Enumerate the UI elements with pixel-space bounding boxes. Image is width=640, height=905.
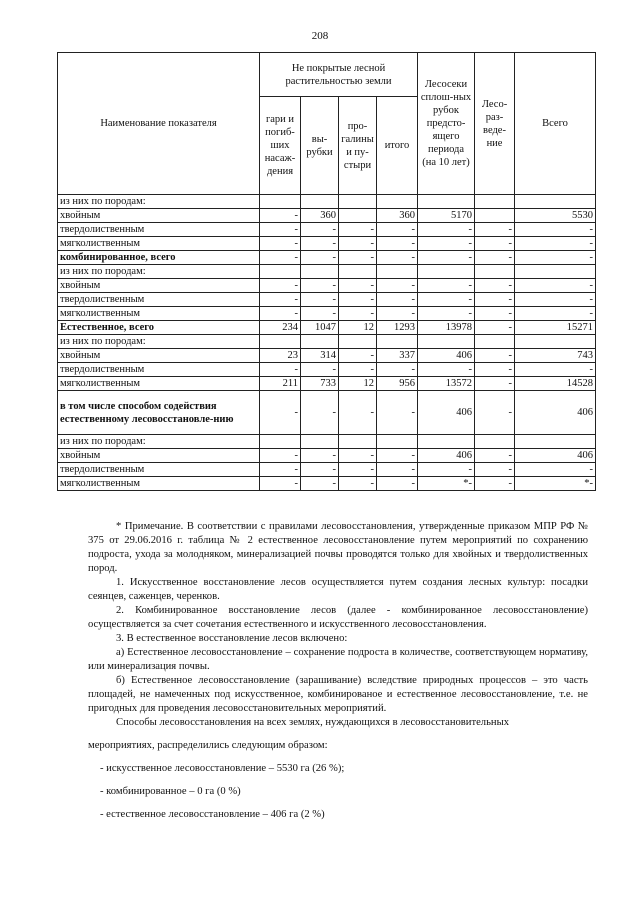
page-number: 208 xyxy=(311,30,329,42)
table-row xyxy=(58,449,596,463)
table-cell: - xyxy=(377,237,418,251)
row-label: твердолиственным xyxy=(58,363,260,377)
table-cell: 406 xyxy=(418,391,475,435)
table-row xyxy=(58,363,596,377)
table-cell: - xyxy=(377,223,418,237)
table-cell: - xyxy=(377,279,418,293)
row-label: твердолиственным xyxy=(58,293,260,307)
table-cell: - xyxy=(260,223,301,237)
table-cell: - xyxy=(418,363,475,377)
table-cell: - xyxy=(339,223,377,237)
table-cell xyxy=(515,195,596,209)
table-cell xyxy=(475,335,515,349)
header-not-covered-lands: Не покрытые лесной растительностью земли xyxy=(260,53,418,97)
table-cell xyxy=(377,435,418,449)
row-label: хвойным xyxy=(58,279,260,293)
forest-restoration-table xyxy=(57,52,596,491)
table-cell: - xyxy=(260,237,301,251)
table-cell: - xyxy=(339,237,377,251)
table-row xyxy=(58,435,596,449)
table-cell: 406 xyxy=(515,391,596,435)
list-item-natural: - естественное лесовосстановление – 406 га (2 %) xyxy=(100,809,325,820)
table-cell: - xyxy=(260,391,301,435)
table-cell: - xyxy=(260,449,301,463)
table-cell: 5170 xyxy=(418,209,475,223)
row-label: из них по породам: xyxy=(58,335,260,349)
table-cell: - xyxy=(475,477,515,491)
table-cell xyxy=(418,435,475,449)
table-cell: - xyxy=(418,293,475,307)
table-cell: - xyxy=(339,477,377,491)
table-cell xyxy=(339,265,377,279)
paragraph-methods-line2: мероприятиях, распределились следующим образом: xyxy=(88,740,328,751)
table-cell: - xyxy=(301,223,339,237)
table-cell xyxy=(515,265,596,279)
table-cell xyxy=(475,435,515,449)
table-cell: - xyxy=(515,279,596,293)
table-row xyxy=(58,321,596,335)
table-cell: 743 xyxy=(515,349,596,363)
table-cell: *- xyxy=(418,477,475,491)
table-cell: - xyxy=(475,449,515,463)
table-cell xyxy=(339,335,377,349)
table-cell: 234 xyxy=(260,321,301,335)
header-clearcuts: вы-рубки xyxy=(301,97,339,195)
notes-section xyxy=(88,520,588,822)
table-cell: - xyxy=(301,293,339,307)
table-cell: - xyxy=(475,307,515,321)
table-cell: 956 xyxy=(377,377,418,391)
table-cell: - xyxy=(475,377,515,391)
table-cell: - xyxy=(475,391,515,435)
table-cell: - xyxy=(339,251,377,265)
table-cell xyxy=(418,335,475,349)
header-afforestation: Лесо-раз-веде-ние xyxy=(475,53,515,195)
table-row xyxy=(58,463,596,477)
table-cell xyxy=(377,265,418,279)
row-label: Естественное, всего xyxy=(58,321,260,335)
table-cell xyxy=(339,209,377,223)
table-cell: - xyxy=(260,463,301,477)
table-cell xyxy=(475,195,515,209)
table-cell xyxy=(260,195,301,209)
table-cell: - xyxy=(377,391,418,435)
table-row xyxy=(58,237,596,251)
list-item-combined: - комбинированное – 0 га (0 %) xyxy=(100,786,241,797)
table-cell xyxy=(377,335,418,349)
table-cell: - xyxy=(339,307,377,321)
table-cell xyxy=(260,265,301,279)
table-cell: - xyxy=(377,293,418,307)
table-cell: - xyxy=(475,279,515,293)
table-cell: - xyxy=(418,279,475,293)
row-label: из них по породам: xyxy=(58,435,260,449)
table-cell: 13978 xyxy=(418,321,475,335)
row-label: твердолиственным xyxy=(58,463,260,477)
table-cell: - xyxy=(301,391,339,435)
table-cell: 211 xyxy=(260,377,301,391)
table-cell: - xyxy=(260,209,301,223)
table-cell: 314 xyxy=(301,349,339,363)
table-cell: - xyxy=(515,307,596,321)
table-cell: - xyxy=(475,237,515,251)
table-cell: - xyxy=(301,251,339,265)
table-cell: - xyxy=(515,293,596,307)
table-cell: 5530 xyxy=(515,209,596,223)
paragraph-artificial: 1. Искусственное восстановление лесов осуществляется путем создания лесных культур: посадки сеянцев, саженцев, черенков. xyxy=(88,577,588,602)
table-cell: - xyxy=(475,321,515,335)
table-cell: 12 xyxy=(339,321,377,335)
table-cell: - xyxy=(339,279,377,293)
table-cell: - xyxy=(260,363,301,377)
table-cell xyxy=(301,335,339,349)
table-cell xyxy=(339,435,377,449)
table-cell: 406 xyxy=(515,449,596,463)
table-cell: *- xyxy=(515,477,596,491)
table-cell: - xyxy=(418,223,475,237)
row-label: в том числе способом содействия естественному лесовосстановле-нию xyxy=(58,391,260,435)
table-cell: 406 xyxy=(418,349,475,363)
table-cell: - xyxy=(260,251,301,265)
row-label: из них по породам: xyxy=(58,195,260,209)
table-cell: - xyxy=(377,463,418,477)
table-cell: - xyxy=(377,251,418,265)
row-label: хвойным xyxy=(58,349,260,363)
table-cell: - xyxy=(260,307,301,321)
table-cell: - xyxy=(339,449,377,463)
table-cell xyxy=(377,195,418,209)
table-cell: 23 xyxy=(260,349,301,363)
table-row xyxy=(58,477,596,491)
table-row xyxy=(58,223,596,237)
table-cell: 13572 xyxy=(418,377,475,391)
row-label: мягколиственным xyxy=(58,307,260,321)
table-cell: - xyxy=(418,251,475,265)
table-row xyxy=(58,265,596,279)
table-cell: 360 xyxy=(377,209,418,223)
table-cell: - xyxy=(339,391,377,435)
table-cell: - xyxy=(260,279,301,293)
paragraph-natural-a: а) Естественное лесовосстановление – сохранение подроста в количестве, соответствующем нормативу, или минерализация почвы. xyxy=(88,647,588,672)
row-label: из них по породам: xyxy=(58,265,260,279)
paragraph-natural-b: б) Естественное лесовосстановление (зарашивание) вследствие природных процессов – это часть площадей, не намеченных под искусственное, комбинированое и естественное лесовосстановление, т.е. не пригодных для проведения лесовосстановительных мероприятий. xyxy=(88,675,588,714)
paragraph-methods-line1: Способы лесовосстановления на всех землях, нуждающихся в лесовосстановительных xyxy=(116,717,509,728)
row-label: мягколиственным xyxy=(58,477,260,491)
table-row xyxy=(58,349,596,363)
table-cell: - xyxy=(515,463,596,477)
table-cell: - xyxy=(301,279,339,293)
table-row xyxy=(58,209,596,223)
table-cell: - xyxy=(515,251,596,265)
table-cell xyxy=(515,435,596,449)
header-burned-dead-stands: гари и погиб-ших насаж-дения xyxy=(260,97,301,195)
paragraph-combined: 2. Комбинированное восстановление лесов (далее - комбинированное лесовосстановление) осуществляется за счет сочетания естественного и искусственного лесовосстановления. xyxy=(88,605,588,630)
table-row xyxy=(58,279,596,293)
header-total: Всего xyxy=(515,53,596,195)
header-name: Наименование показателя xyxy=(58,53,260,195)
row-label: хвойным xyxy=(58,209,260,223)
table-cell: 1293 xyxy=(377,321,418,335)
header-glades-wastelands: про-галины и пу-стыри xyxy=(339,97,377,195)
table-cell: - xyxy=(301,449,339,463)
table-row xyxy=(58,391,596,435)
table-cell: - xyxy=(377,449,418,463)
table-cell xyxy=(301,265,339,279)
paragraph-natural-intro: 3. В естественное восстановление лесов включено: xyxy=(116,633,348,644)
row-label: мягколиственным xyxy=(58,377,260,391)
table-cell: - xyxy=(339,349,377,363)
table-cell xyxy=(301,195,339,209)
table-cell: - xyxy=(515,237,596,251)
table-cell: - xyxy=(515,223,596,237)
list-item-artificial: - искусственное лесовосстановление – 5530 га (26 %); xyxy=(100,763,345,774)
table-cell: - xyxy=(301,237,339,251)
table-cell: - xyxy=(339,463,377,477)
table-cell: - xyxy=(377,363,418,377)
table-cell xyxy=(418,265,475,279)
table-cell: - xyxy=(339,363,377,377)
header-subtotal: итого xyxy=(377,97,418,195)
row-label: твердолиственным xyxy=(58,223,260,237)
table-cell: - xyxy=(260,293,301,307)
table-cell xyxy=(475,209,515,223)
table-row xyxy=(58,307,596,321)
table-cell: - xyxy=(339,293,377,307)
table-cell: - xyxy=(418,237,475,251)
table-row xyxy=(58,195,596,209)
table-cell xyxy=(475,265,515,279)
table-cell xyxy=(339,195,377,209)
table-cell: 14528 xyxy=(515,377,596,391)
table-cell: - xyxy=(515,363,596,377)
table-row xyxy=(58,377,596,391)
table-cell: - xyxy=(475,363,515,377)
table-cell: - xyxy=(301,363,339,377)
row-label: мягколиственным xyxy=(58,237,260,251)
table-cell xyxy=(301,435,339,449)
table-cell: - xyxy=(377,307,418,321)
table-cell: - xyxy=(301,463,339,477)
table-cell: 406 xyxy=(418,449,475,463)
row-label: хвойным xyxy=(58,449,260,463)
table-cell: 1047 xyxy=(301,321,339,335)
table-cell: - xyxy=(475,463,515,477)
table-row xyxy=(58,293,596,307)
table-cell: - xyxy=(418,307,475,321)
table-cell: - xyxy=(301,477,339,491)
table-cell: - xyxy=(475,251,515,265)
table-cell xyxy=(418,195,475,209)
note-text: * Примечание. В соответствии с правилами лесовосстановления, утвержденные приказом МПР РФ № 375 от 29.06.2016 г. таблица № 2 естественное лесовосстановление путем мероприятий по сохранению подроста, ухода за молодняком, минерализацией почвы проводятся только для хвойных и твердолиственных пород. xyxy=(88,521,588,574)
table-cell xyxy=(515,335,596,349)
table-cell xyxy=(260,335,301,349)
table-row xyxy=(58,251,596,265)
table-cell: - xyxy=(260,477,301,491)
table-cell: - xyxy=(418,463,475,477)
row-label: комбинированное, всего xyxy=(58,251,260,265)
table-cell: - xyxy=(475,223,515,237)
table-cell: 337 xyxy=(377,349,418,363)
table-cell xyxy=(260,435,301,449)
table-cell: - xyxy=(475,349,515,363)
table-row xyxy=(58,335,596,349)
table-cell: 733 xyxy=(301,377,339,391)
table-cell: - xyxy=(475,293,515,307)
table-cell: - xyxy=(301,307,339,321)
header-cutting-areas: Лесосеки сплош-ных рубок предсто-ящего периода (на 10 лет) xyxy=(418,53,475,195)
table-cell: 15271 xyxy=(515,321,596,335)
table-cell: 360 xyxy=(301,209,339,223)
table-cell: 12 xyxy=(339,377,377,391)
table-cell: - xyxy=(377,477,418,491)
